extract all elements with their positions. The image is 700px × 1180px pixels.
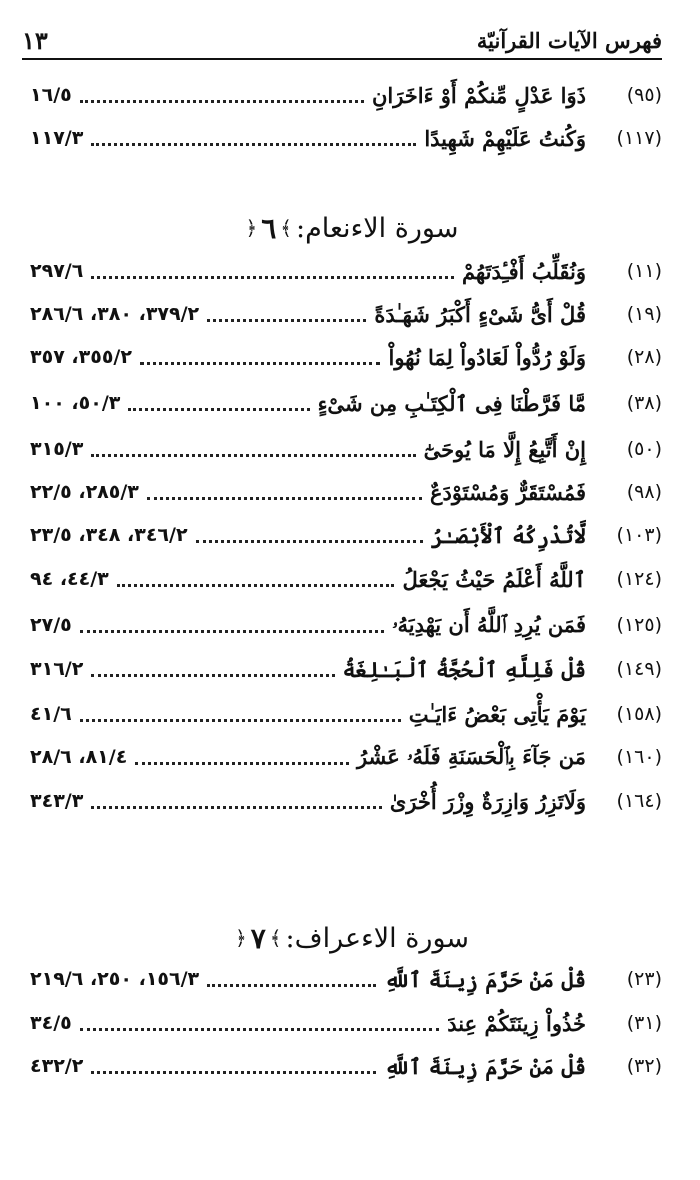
- dot-leader: [91, 1070, 376, 1074]
- verse-text: ذَوَا عَدْلٍ مِّنكُمْ أَوْ ءَاخَرَانِ: [371, 82, 586, 108]
- ornament-bracket-open: ﴾: [269, 926, 282, 950]
- verse-number: (٣٢): [626, 1055, 662, 1077]
- verse-number: (١٦٠): [616, 746, 662, 768]
- ornament-bracket-open: ﴾: [280, 216, 292, 240]
- page-refs: ٥٠/٣، ١٠٠: [30, 392, 121, 414]
- verse-text: لَّاتُدْرِكُهُ ٱلْأَبْصَـٰرُ: [431, 522, 586, 548]
- surah-heading: [0, 916, 700, 960]
- verse-number: (١٤٩): [616, 658, 662, 680]
- verse-text: فَمُسْتَقَرٌّ وَمُسْتَوْدَعٌ: [430, 479, 586, 505]
- page-refs: ٣١٥/٣: [30, 438, 84, 460]
- dot-leader: [91, 275, 454, 279]
- verse-text: خُذُواْ زِينَتَكُمْ عِندَ: [447, 1010, 586, 1036]
- surah-heading: [0, 206, 700, 250]
- page-refs: ٢٩٧/٦: [30, 260, 84, 282]
- running-title: فهرس الآيات القرآنيّة: [476, 27, 662, 53]
- verse-entry: [30, 699, 662, 729]
- verse-number: (٩٥): [626, 84, 662, 106]
- dot-leader: [80, 718, 401, 722]
- verse-entry: [30, 786, 662, 816]
- verse-number: (٥٠): [626, 438, 662, 460]
- ornament-bracket-close: ﴿: [235, 926, 247, 950]
- surah-number: ٦: [261, 211, 277, 245]
- verse-text: مَّا فَرَّطْنَا فِى ٱلْكِتَـٰبِ مِن شَىْءٍ: [317, 390, 586, 416]
- verse-entry: [30, 564, 662, 594]
- page-refs: ٢٨٥/٣، ٢٢/٥: [30, 481, 139, 503]
- verse-entry: [30, 610, 662, 640]
- verse-text: وَلَاتَزِرُ وَازِرَةٌ وِزْرَ أُخْرَىٰ: [389, 788, 586, 814]
- verse-number: (١٠٣): [616, 524, 662, 546]
- dot-leader: [207, 318, 366, 322]
- page-refs: ٢٧/٥: [30, 614, 72, 636]
- verse-text: قُلْ أَىُّ شَىْءٍ أَكْبَرُ شَهَـٰدَةً: [374, 301, 586, 327]
- verse-number: (١٢٤): [616, 568, 662, 590]
- verse-entry: [30, 1051, 662, 1081]
- dot-leader: [91, 805, 382, 809]
- verse-entry: [30, 123, 662, 153]
- dot-leader: [147, 496, 422, 500]
- page-header: [22, 22, 662, 60]
- dot-leader: [135, 761, 349, 765]
- verse-number: (٩٨): [626, 481, 662, 503]
- page-refs: ٣٤٣/٣: [30, 790, 84, 812]
- verse-entry: [30, 434, 662, 464]
- dot-leader: [80, 629, 384, 633]
- surah-number: ٧: [250, 921, 266, 955]
- page-refs: ٣١٦/٢: [30, 658, 84, 680]
- dot-leader: [196, 539, 423, 543]
- page-refs: ٤٣٢/٢: [30, 1055, 84, 1077]
- page-refs: ٤١/٦: [30, 703, 72, 725]
- verse-number: (٣١): [626, 1012, 662, 1034]
- page-refs: ١٦/٥: [30, 84, 72, 106]
- page-refs: ١٥٦/٣، ٢٥٠، ٢١٩/٦: [30, 968, 200, 990]
- page-refs: ٨١/٤، ٢٨/٦: [30, 746, 128, 768]
- verse-number: (١١): [626, 260, 662, 282]
- verse-entry: [30, 1008, 662, 1038]
- verse-number: (١٢٥): [616, 614, 662, 636]
- dot-leader: [128, 407, 309, 411]
- verse-number: (٢٨): [626, 346, 662, 368]
- dot-leader: [91, 142, 416, 146]
- dot-leader: [140, 361, 381, 365]
- verse-text: قُلْ فَلِلَّهِ ٱلْحُجَّةُ ٱلْبَـٰلِغَةُ: [342, 656, 586, 682]
- verse-entry: [30, 80, 662, 110]
- dot-leader: [91, 453, 415, 457]
- verse-text: فَمَن يُرِدِ ٱللَّهُ أَن يَهْدِيَهُۥ: [392, 612, 586, 637]
- verse-number: (١٦٤): [616, 790, 662, 812]
- ornament-bracket-close: ﴿: [245, 216, 258, 240]
- verse-number: (٢٣): [626, 968, 662, 990]
- verse-entry: [30, 520, 662, 550]
- page-refs: ٣٥٥/٢، ٣٥٧: [30, 346, 132, 368]
- verse-text: قُلْ مَنْ حَرَّمَ زِينَةَ ٱللَّهِ: [384, 966, 586, 992]
- verse-entry: [30, 342, 662, 372]
- verse-entry: [30, 654, 662, 684]
- verse-number: (١٥٨): [616, 703, 662, 725]
- surah-title: سورة الاءنعام:: [295, 212, 459, 244]
- verse-text: وَنُقَلِّبُ أَفْـِٔدَتَهُمْ: [461, 258, 586, 284]
- dot-leader: [91, 673, 334, 677]
- page-refs: ٤٤/٣، ٩٤: [30, 568, 109, 590]
- dot-leader: [117, 583, 395, 587]
- verse-entry: [30, 256, 662, 286]
- verse-text: وَكُنتُ عَلَيْهِمْ شَهِيدًا: [424, 125, 586, 151]
- verse-text: وَلَوْ رُدُّواْ لَعَادُواْ لِمَا نُهُواْ: [388, 344, 586, 370]
- verse-entry: [30, 964, 662, 994]
- page-refs: ٣٤/٥: [30, 1012, 72, 1034]
- verse-number: (١١٧): [616, 127, 662, 149]
- page-refs: ٣٧٩/٢، ٣٨٠، ٢٨٦/٦: [30, 303, 200, 325]
- verse-entry: [30, 742, 662, 772]
- verse-number: (٣٨): [626, 392, 662, 414]
- verse-text: إِنْ أَتَّبِعُ إِلَّا مَا يُوحَىٰٓ: [423, 436, 586, 462]
- dot-leader: [207, 983, 376, 987]
- verse-entry: [30, 299, 662, 329]
- surah-title: سورة الاءعراف:: [285, 922, 470, 954]
- page-refs: ١١٧/٣: [30, 127, 84, 149]
- verse-text: مَن جَآءَ بِٱلْحَسَنَةِ فَلَهُۥ عَشْرُ: [356, 744, 586, 769]
- dot-leader: [80, 1027, 440, 1031]
- verse-text: ٱللَّهُ أَعْلَمُ حَيْثُ يَجْعَلُ: [402, 566, 586, 592]
- page-number: ١٣: [22, 25, 48, 55]
- verse-number: (١٩): [626, 303, 662, 325]
- verse-text: قُلْ مَنْ حَرَّمَ زِينَةَ ٱللَّهِ: [384, 1053, 586, 1079]
- verse-text: يَوْمَ يَأْتِى بَعْضُ ءَايَـٰتِ: [408, 701, 586, 727]
- dot-leader: [80, 99, 364, 103]
- verse-entry: [30, 388, 662, 418]
- verse-entry: [30, 477, 662, 507]
- page-refs: ٣٤٦/٢، ٣٤٨، ٢٣/٥: [30, 524, 188, 546]
